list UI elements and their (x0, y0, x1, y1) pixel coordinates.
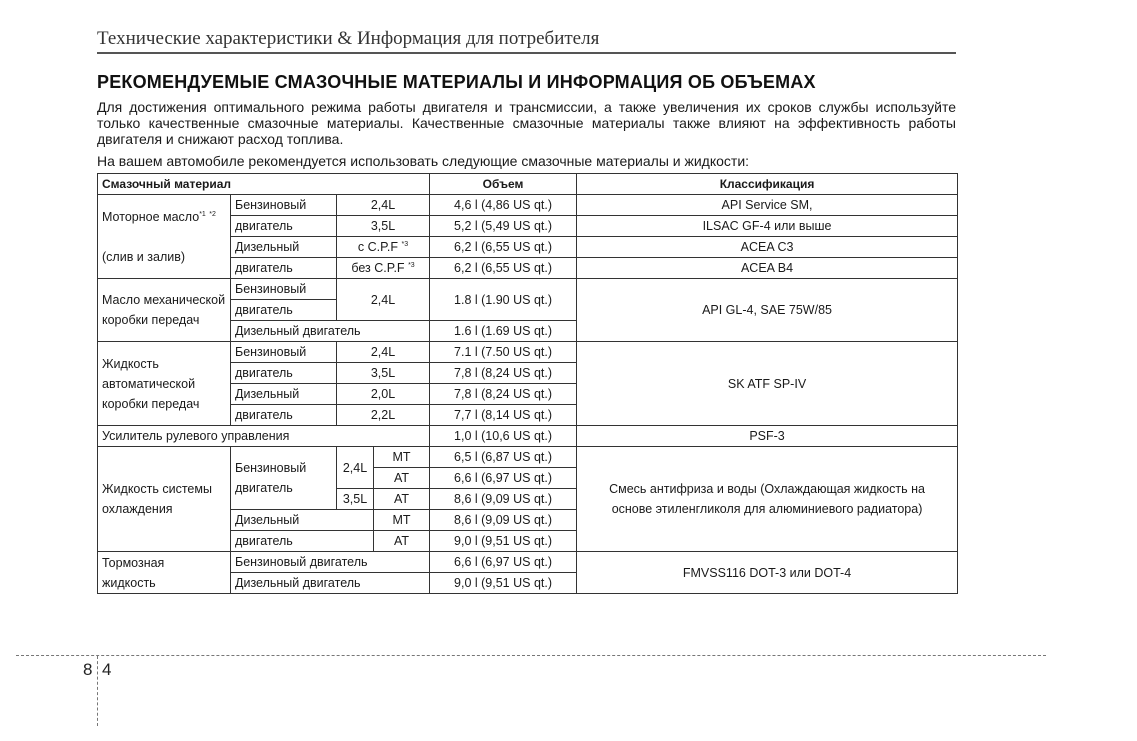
volume-cell: 6,6 l (6,97 US qt.) (430, 552, 577, 573)
engine-type: Бензиновый (231, 195, 337, 216)
class-cell: Смесь антифриза и воды (Охлаждающая жидкость на основе этиленгликоля для алюминиевого радиатора) (577, 447, 958, 552)
class-cell: API Service SM, (577, 195, 958, 216)
engine-spec: 2,4L (337, 447, 374, 489)
engine-type: двигатель (231, 363, 337, 384)
engine-type: Дизельный двигатель (231, 573, 430, 594)
engine-spec: 2,4L (337, 195, 430, 216)
engine-spec: 3,5L (337, 363, 430, 384)
volume-cell: 6,2 l (6,55 US qt.) (430, 237, 577, 258)
engine-spec: 3,5L (337, 489, 374, 510)
class-cell: FMVSS116 DOT-3 или DOT-4 (577, 552, 958, 594)
table-header-row (98, 174, 958, 195)
engine-spec: 2,2L (337, 405, 430, 426)
chapter-number: 8 (83, 660, 93, 679)
table-row (98, 426, 958, 447)
page-header: Технические характеристики & Информация для потребителя (97, 28, 956, 54)
volume-cell: 9,0 l (9,51 US qt.) (430, 531, 577, 552)
lubricant-table (97, 173, 958, 594)
table-row (98, 342, 958, 363)
class-cell: ILSAC GF-4 или выше (577, 216, 958, 237)
engine-type: Дизельный (231, 510, 374, 531)
class-cell: ACEA B4 (577, 258, 958, 279)
volume-cell: 9,0 l (9,51 US qt.) (430, 573, 577, 594)
engine-type: двигатель (231, 258, 337, 279)
engine-type: Бензиновый двигатель (231, 552, 430, 573)
trans-cell: AT (374, 489, 430, 510)
engine-spec: с C.P.F $^{*3}$ (337, 237, 430, 258)
engine-spec: 2,4L (337, 342, 430, 363)
coolant-label: Жидкость системы охлаждения (98, 447, 231, 552)
header-lubricant: Смазочный материал (98, 174, 430, 195)
engine-type: двигатель (231, 405, 337, 426)
engine-spec: без C.P.F $^{*3}$ (337, 258, 430, 279)
table-row (98, 279, 958, 300)
volume-cell: 7,7 l (8,14 US qt.) (430, 405, 577, 426)
class-cell: SK ATF SP-IV (577, 342, 958, 426)
volume-cell: 7,8 l (8,24 US qt.) (430, 384, 577, 405)
volume-cell: 1.6 l (1.69 US qt.) (430, 321, 577, 342)
volume-cell: 6,5 l (6,87 US qt.) (430, 447, 577, 468)
footer-divider (16, 655, 1046, 656)
engine-type: Дизельный (231, 384, 337, 405)
engine-type: двигатель (231, 300, 337, 321)
volume-cell: 4,6 l (4,86 US qt.) (430, 195, 577, 216)
header-classification: Классификация (577, 174, 958, 195)
engine-type: Бензиновый (231, 279, 337, 300)
class-cell: PSF-3 (577, 426, 958, 447)
engine-spec: 3,5L (337, 216, 430, 237)
table-row (98, 195, 958, 216)
table-row (98, 447, 958, 468)
intro-paragraph (97, 99, 956, 147)
engine-type: Дизельный двигатель (231, 321, 430, 342)
page-number: 4 (102, 660, 112, 679)
trans-cell: MT (374, 447, 430, 468)
manual-trans-label: Масло механической коробки передач (98, 279, 231, 342)
volume-cell: 1.8 l (1.90 US qt.) (430, 279, 577, 321)
lead-text: На вашем автомобиле рекомендуется использовать следующие смазочные материалы и жидкости: (97, 153, 750, 169)
trans-cell: AT (374, 468, 430, 489)
volume-cell: 7,8 l (8,24 US qt.) (430, 363, 577, 384)
footer-vertical-divider (97, 656, 98, 726)
brake-label: Тормозная жидкость (98, 552, 231, 594)
volume-cell: 6,6 l (6,97 US qt.) (430, 468, 577, 489)
volume-cell: 1,0 l (10,6 US qt.) (430, 426, 577, 447)
table-row (98, 552, 958, 573)
engine-type: двигатель (231, 216, 337, 237)
steering-label: Усилитель рулевого управления (98, 426, 430, 447)
trans-cell: MT (374, 510, 430, 531)
volume-cell: 5,2 l (5,49 US qt.) (430, 216, 577, 237)
volume-cell: 8,6 l (9,09 US qt.) (430, 510, 577, 531)
class-cell: API GL-4, SAE 75W/85 (577, 279, 958, 342)
volume-cell: 7.1 l (7.50 US qt.) (430, 342, 577, 363)
engine-type: Бензиновый двигатель (231, 447, 337, 510)
auto-trans-label: Жидкость автоматической коробки передач (98, 342, 231, 426)
engine-type: двигатель (231, 531, 374, 552)
volume-cell: 6,2 l (6,55 US qt.) (430, 258, 577, 279)
engine-type: Бензиновый (231, 342, 337, 363)
header-volume: Объем (430, 174, 577, 195)
engine-type: Дизельный (231, 237, 337, 258)
trans-cell: AT (374, 531, 430, 552)
engine-oil-label: Моторное масло$^{*1}$ $^{*2}$ (слив и залив) (98, 195, 231, 279)
section-title: РЕКОМЕНДУЕМЫЕ СМАЗОЧНЫЕ МАТЕРИАЛЫ И ИНФОРМАЦИЯ ОБ ОБЪЕМАХ (97, 72, 816, 92)
volume-cell: 8,6 l (9,09 US qt.) (430, 489, 577, 510)
intro-text: Для достижения оптимального режима работы двигателя и трансмиссии, а также увеличения их сроков службы используйте только качественные смазочные материалы. Качественные смазочные материалы также влияют на эффективность работы двигателя и снижают расход топлива. (97, 99, 956, 147)
class-cell: ACEA C3 (577, 237, 958, 258)
engine-spec: 2,4L (337, 279, 430, 321)
engine-spec: 2,0L (337, 384, 430, 405)
